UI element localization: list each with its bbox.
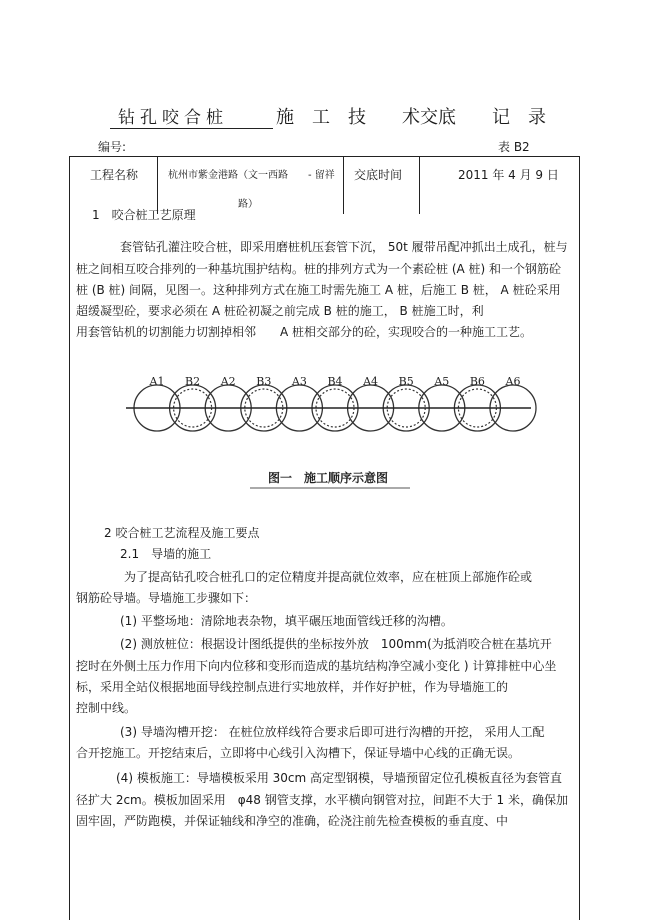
pile-label: A2 bbox=[220, 375, 236, 388]
pile-label: B5 bbox=[398, 375, 414, 388]
pile-label: B6 bbox=[469, 375, 485, 388]
step-line: 固牢固，严防跑模，并保证轴线和净空的准确，砼浇注前先检查模板的垂直度、中 bbox=[76, 814, 509, 828]
pile-label: B2 bbox=[185, 375, 201, 388]
paragraph-line: 桩之间相互咬合排列的一种基坑围护结构。桩的排列方式为一个素砼桩 (A 桩) 和一个钢筋砼 bbox=[76, 262, 562, 276]
project-name-value: 杭州市紫金港路（文一西路 - 留祥 bbox=[168, 170, 335, 181]
step-line: 标，采用全站仪根据地面导线控制点进行实地放样，并作好护桩，作为导墙施工的 bbox=[76, 680, 509, 694]
step-line: 径扩大 2cm。模板加固采用 φ48 钢管支撑，水平横向钢管对拉，间距不大于 1 米，确保加 bbox=[76, 793, 569, 807]
step-line: 合开挖施工。开挖结束后，立即将中心线引入沟槽下，保证导墙中心线的正确无误。 bbox=[76, 746, 521, 760]
paragraph-line: 用套管钻机的切割能力切割掉相邻 A 桩相交部分的砼，实现咬合的一种施工工艺。 bbox=[76, 325, 533, 339]
title-left: 钻孔咬合桩 bbox=[118, 108, 228, 128]
step-line: (1) 平整场地：清除地表杂物，填平碾压地面管线迁移的沟槽。 bbox=[120, 614, 453, 628]
paragraph-line: 套管钻孔灌注咬合桩，即采用磨桩机压套管下沉， 50t 履带吊配冲抓出土成孔，桩与 bbox=[120, 240, 568, 254]
step-line: (4) 模板施工：导墙模板采用 30cm 高定型钢模，导墙预留定位孔模板直径为套管直 bbox=[116, 771, 563, 785]
pile-label: A5 bbox=[434, 375, 450, 388]
table-divider bbox=[343, 156, 344, 214]
section2-heading: 2 咬合桩工艺流程及施工要点 bbox=[104, 526, 260, 540]
section2-subheading: 2.1 导墙的施工 bbox=[120, 547, 212, 561]
step-line: (2) 测放桩位：根据设计图纸提供的坐标按外放 100mm(为抵消咬合桩在基坑开 bbox=[120, 637, 552, 651]
title-right: 施 工 技 术交底 记 录 bbox=[276, 107, 546, 128]
project-name-label: 工程名称 bbox=[90, 168, 139, 182]
pile-label: A6 bbox=[505, 375, 521, 388]
disclosure-date-label: 交底时间 bbox=[354, 168, 403, 182]
disclosure-date-value: 2011 年 4 月 9 日 bbox=[458, 168, 559, 182]
pile-label: A4 bbox=[363, 375, 379, 388]
pile-label: A3 bbox=[291, 375, 307, 388]
title-underline bbox=[110, 128, 273, 129]
pile-label: B3 bbox=[256, 375, 272, 388]
step-line: 控制中线。 bbox=[76, 701, 137, 715]
pile-label: A1 bbox=[149, 375, 165, 388]
paragraph-line: 为了提高钻孔咬合桩孔口的定位精度并提高就位效率，应在桩顶上部施作砼或 bbox=[124, 570, 533, 584]
paragraph-line: 超缓凝型砼，要求必须在 A 桩砼初凝之前完成 B 桩的施工， B 桩施工时，利 bbox=[76, 304, 484, 318]
step-line: (3) 导墙沟槽开挖： 在桩位放样线符合要求后即可进行沟槽的开挖， 采用人工配 bbox=[120, 725, 545, 739]
table-divider bbox=[419, 156, 420, 214]
pile-label: B4 bbox=[327, 375, 343, 388]
step-line: 挖时在外侧土压力作用下向内位移和变形而造成的基坑结构净空减小变化 ) 计算排桩中心坐 bbox=[76, 659, 557, 673]
paragraph-line: 钢筋砼导墙。导墙施工步骤如下： bbox=[76, 591, 257, 605]
project-name-value-tail: 路） bbox=[238, 199, 258, 210]
form-code: 表 B2 bbox=[498, 140, 530, 154]
paragraph-line: 桩 (B 桩) 间隔，见图一。这种排列方式在施工时需先施工 A 桩，后施工 B 桩， A 桩砼采用 bbox=[76, 283, 561, 297]
number-label: 编号: bbox=[98, 140, 127, 154]
figure-caption: 图一 施工顺序示意图 bbox=[268, 471, 389, 485]
section1-heading: 1 咬合桩工艺原理 bbox=[92, 208, 196, 222]
